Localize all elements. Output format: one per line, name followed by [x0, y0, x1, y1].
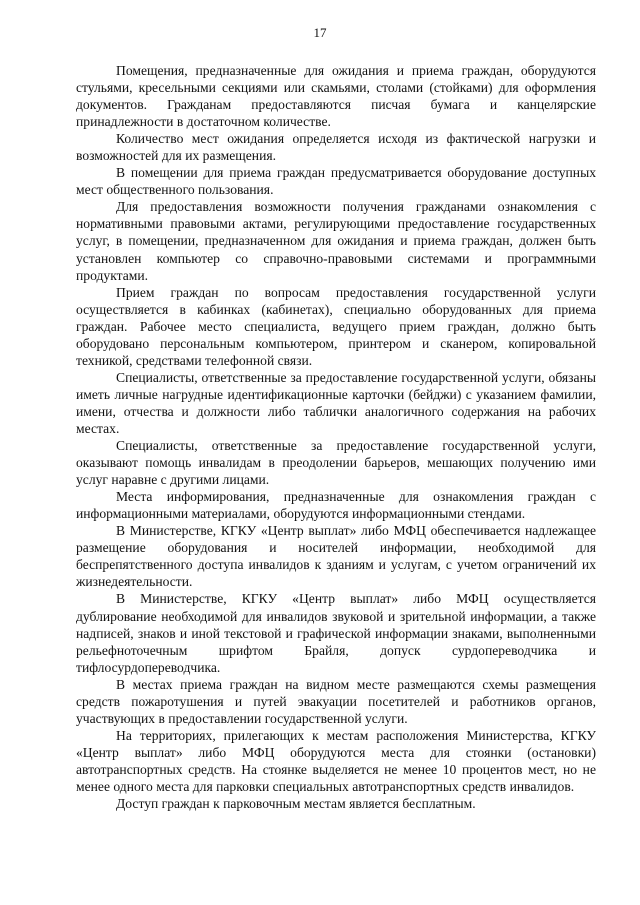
- page-number: 17: [313, 25, 327, 40]
- paragraph-waiting-rooms: Помещения, предназначенные для ожидания и приема граждан, оборудуются стульями, кресельными секциями или скамьями, столами (стойками) для оформления документов. Гражданам предоставляются писчая бумага и канцелярские принадлежности в достаточном количестве.: [76, 63, 596, 130]
- paragraph-disability-help: Специалисты, ответственные за предоставление государственной услуги, оказывают помощь инвалидам в преодолении барьеров, мешающих получению ими услуг наравне с другими лицами.: [76, 438, 596, 488]
- paragraph-evacuation: В местах приема граждан на видном месте размещаются схемы размещения средств пожаротушения и путей эвакуации посетителей и работников органов, участвующих в предоставлении государственной услуги.: [76, 676, 596, 726]
- paragraph-equipment-placement: В Министерстве, КГКУ «Центр выплат» либо МФЦ обеспечивается надлежащее размещение оборудования и носителей информации, необходимой для беспрепятственного доступа инвалидов к зданиям и услугам, с учетом ограничений их жизнедеятельности.: [76, 523, 596, 590]
- paragraph-computer: Для предоставления возможности получения гражданами ознакомления с нормативными правовыми актами, регулирующими предоставление государственных услуг, в помещении, предназначенном для ожидания и приема граждан, должен быть установлен компьютер со справочно-правовыми системами и программными продуктами.: [76, 199, 596, 283]
- document-body: [76, 62, 596, 812]
- paragraph-braille: В Министерстве, КГКУ «Центр выплат» либо МФЦ осуществляется дублирование необходимой для инвалидов звуковой и зрительной информации, а также надписей, знаков и иной текстовой и графической информации знаками, выполненными рельефноточечным шрифтом Брайля, допуск сурдопереводчика и тифлосурдопереводчика.: [76, 591, 596, 675]
- paragraph-public-places: В помещении для приема граждан предусматривается оборудование доступных мест общественного пользования.: [76, 165, 596, 198]
- paragraph-badges: Специалисты, ответственные за предоставление государственной услуги, обязаны иметь личные нагрудные идентификационные карточки (бейджи) с указанием фамилии, имени, отчества и должности либо таблички аналогичного содержания на рабочих местах.: [76, 369, 596, 436]
- paragraph-parking: На территориях, прилегающих к местам расположения Министерства, КГКУ «Центр выплат» либо МФЦ оборудуются места для стоянки (остановки) автотранспортных средств. На стоянке выделяется не менее 10 процентов мест, но не менее одного места для парковки специальных автотранспортных средств инвалидов.: [76, 727, 596, 794]
- paragraph-info-stands: Места информирования, предназначенные для ознакомления граждан с информационными материалами, оборудуются информационными стендами.: [76, 489, 596, 522]
- paragraph-waiting-seats: Количество мест ожидания определяется исходя из фактической нагрузки и возможностей для их размещения.: [76, 131, 596, 164]
- paragraph-parking-free: Доступ граждан к парковочным местам является бесплатным.: [116, 796, 476, 812]
- paragraph-reception-cabins: Прием граждан по вопросам предоставления государственной услуги осуществляется в кабинках (кабинетах), специально оборудованных для приема граждан. Рабочее место специалиста, ведущего прием граждан, должно быть оборудовано персональным компьютером, принтером и сканером, копировальной техникой, средствами телефонной связи.: [76, 284, 596, 368]
